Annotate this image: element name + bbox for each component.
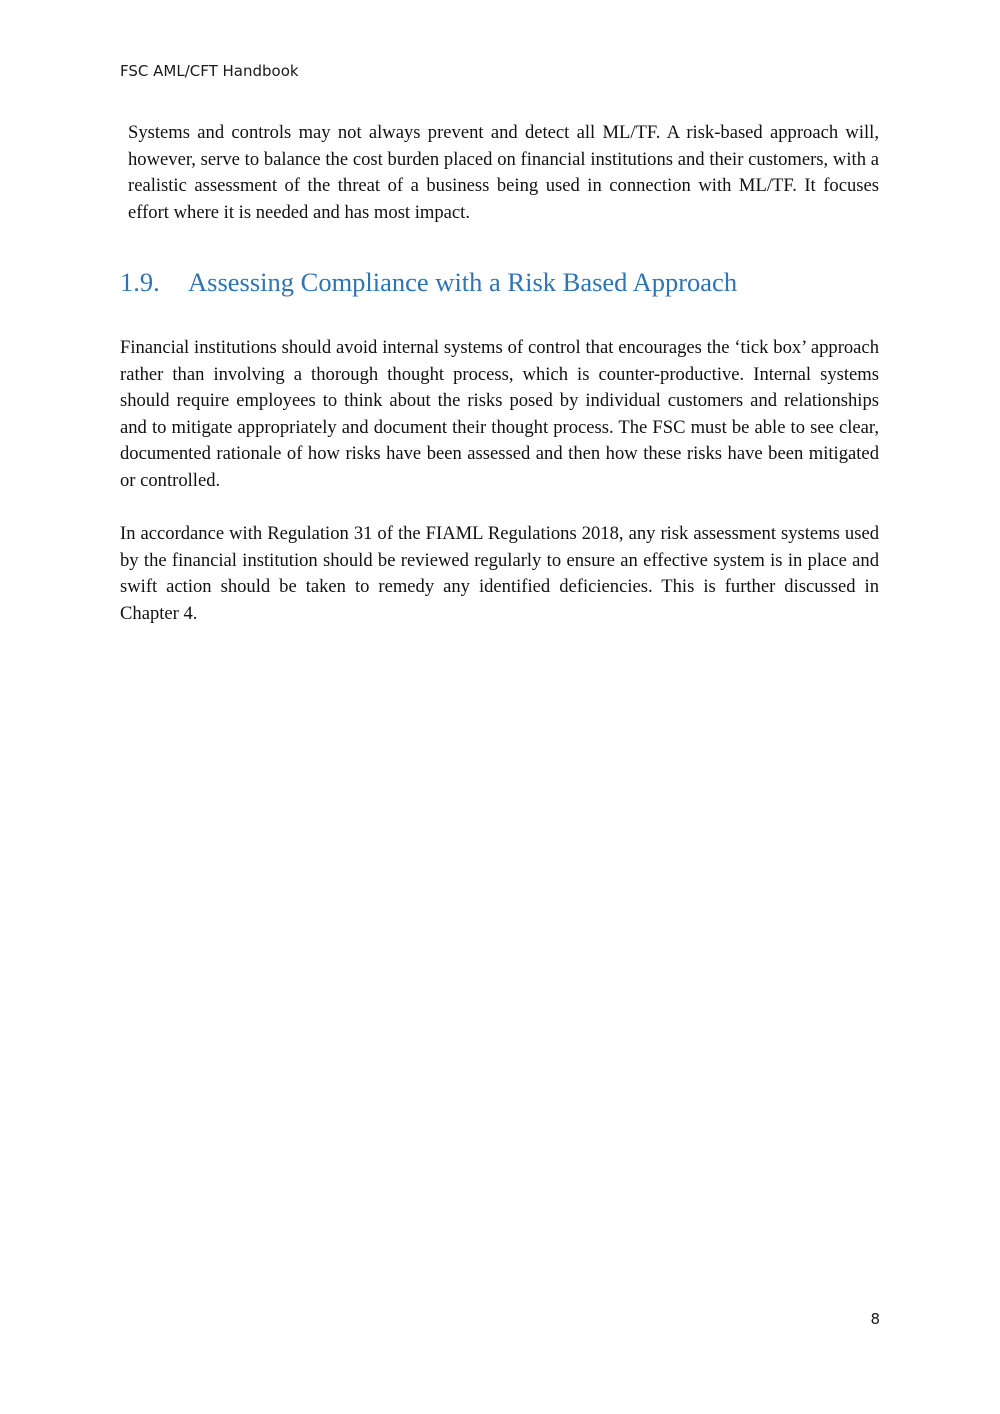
section-number: 1.9. bbox=[120, 267, 160, 297]
body-paragraph-1: Financial institutions should avoid internal systems of control that encourages the ‘tick box’ approach rather than involving a thorough thought process, which is counter-productive. Internal systems should require employees to think about the risks posed by individual customers and relationships and to mitigate appropriately and document their thought process. The FSC must be able to see clear, documented rationale of how risks have been assessed and then how these risks have been mitigated or controlled. bbox=[120, 337, 879, 491]
body-paragraph-2: In accordance with Regulation 31 of the FIAML Regulations 2018, any risk assessment systems used by the financial institution should be reviewed regularly to ensure an effective system is in place and swift action should be taken to remedy any identified deficiencies. This is further discussed in Chapter 4. bbox=[120, 523, 879, 624]
running-header: FSC AML/CFT Handbook bbox=[120, 62, 299, 80]
page-number: 8 bbox=[870, 1310, 880, 1328]
section-title: Assessing Compliance with a Risk Based Approach bbox=[188, 267, 738, 297]
intro-paragraph: Systems and controls may not always prevent and detect all ML/TF. A risk-based approach will, however, serve to balance the cost burden placed on financial institutions and their customers, with a realistic assessment of the threat of a business being used in connection with ML/TF. It focuses effort where it is needed and has most impact. bbox=[128, 122, 879, 223]
section-heading bbox=[120, 264, 737, 300]
